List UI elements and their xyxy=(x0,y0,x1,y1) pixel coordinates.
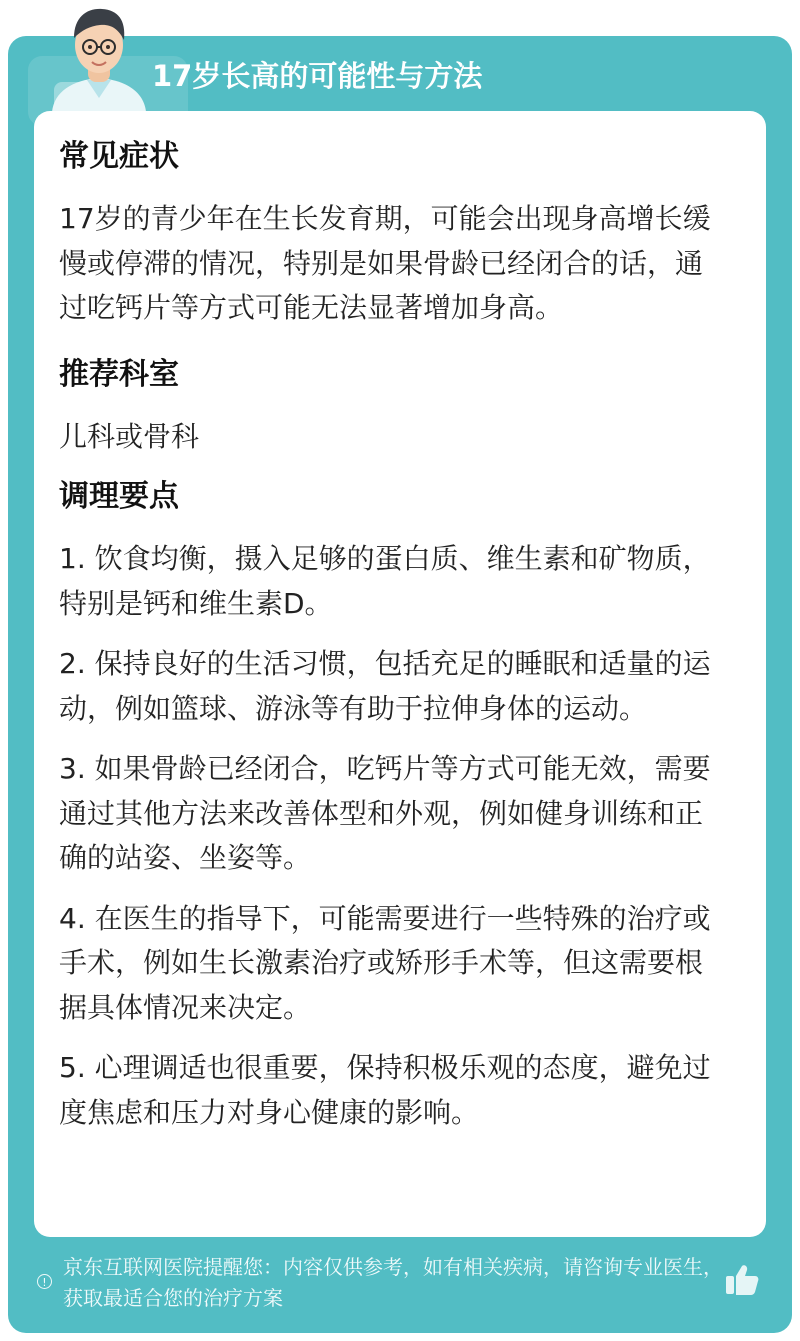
doctor-avatar xyxy=(44,0,154,112)
care-item-1: 1. 饮食均衡，摄入足够的蛋白质、维生素和矿物质，特别是钙和维生素D。 xyxy=(59,542,711,620)
care-item-2: 2. 保持良好的生活习惯，包括充足的睡眠和适量的运动，例如篮球、游泳等有助于拉伸身体的运动。 xyxy=(59,647,711,725)
disclaimer-text: 京东互联网医院提醒您：内容仅供参考，如有相关疾病，请咨询专业医生，获取最适合您的治疗方案 xyxy=(63,1255,723,1310)
care-heading: 调理要点 xyxy=(59,479,179,514)
page-title: 17岁长高的可能性与方法 xyxy=(152,59,483,93)
symptoms-heading: 常见症状 xyxy=(59,139,179,174)
content-card xyxy=(34,111,766,1237)
thumbs-up-icon[interactable] xyxy=(724,1262,760,1298)
info-icon: ! xyxy=(37,1274,52,1289)
care-item-5: 5. 心理调适也很重要，保持积极乐观的态度，避免过度焦虑和压力对身心健康的影响。 xyxy=(59,1051,711,1129)
symptoms-text: 17岁的青少年在生长发育期，可能会出现身高增长缓慢或停滞的情况，特别是如果骨龄已经闭合的话，通过吃钙片等方式可能无法显著增加身高。 xyxy=(59,202,711,324)
care-item-3: 3. 如果骨龄已经闭合，吃钙片等方式可能无效，需要通过其他方法来改善体型和外观，例如健身训练和正确的站姿、坐姿等。 xyxy=(59,752,711,874)
department-text: 儿科或骨科 xyxy=(59,419,200,453)
department-heading: 推荐科室 xyxy=(59,356,179,392)
disclaimer-footer xyxy=(36,1252,736,1322)
care-item-4: 4. 在医生的指导下，可能需要进行一些特殊的治疗或手术，例如生长激素治疗或矫形手术等，但这需要根据具体情况来决定。 xyxy=(59,901,711,1024)
